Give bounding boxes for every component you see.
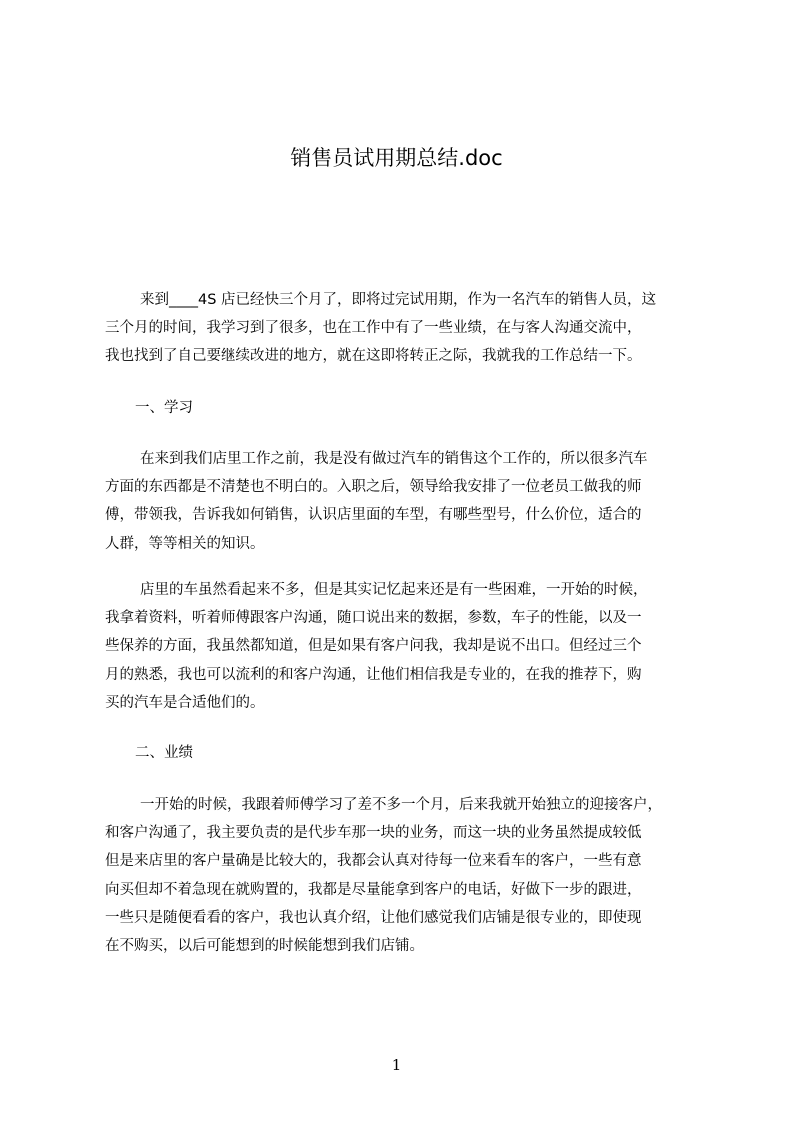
text-line: 来到____4S 店已经快三个月了，即将过完试用期，作为一名汽车的销售人员，这: [140, 292, 657, 308]
text-line: 人群，等等相关的知识。: [105, 535, 265, 552]
section-heading-study: 一、学习: [135, 400, 193, 416]
text-line: 我也找到了自己要继续改进的地方，就在这即将转正之际，我就我的工作总结一下。: [105, 348, 642, 365]
section-heading-performance: 二、业绩: [135, 745, 193, 761]
document-title: 销售员试用期总结.doc: [290, 146, 503, 170]
text-line: 月的熟悉，我也可以流利的和客户沟通，让他们相信我是专业的，在我的推荐下，购: [105, 666, 642, 683]
text-line: 买的汽车是合适他们的。: [105, 694, 265, 711]
text-line: 店里的车虽然看起来不多，但是其实记忆起来还是有一些困难，一开始的时候，: [140, 582, 648, 598]
text-line: 一开始的时候，我跟着师傅学习了差不多一个月，后来我就开始独立的迎接客户，: [140, 797, 662, 813]
text-line: 我拿着资料，听着师傅跟客户沟通，随口说出来的数据，参数，车子的性能，以及一: [105, 610, 642, 627]
paragraph-performance-1: [105, 791, 703, 960]
text-line: 和客户沟通了，我主要负责的是代步车那一块的业务，而这一块的业务虽然提成较低: [105, 825, 642, 842]
text-line: 傅，带领我，告诉我如何销售，认识店里面的车型，有哪些型号，什么价位，适合的: [105, 507, 642, 524]
paragraph-study-1: [105, 445, 703, 558]
text-line: 些保养的方面，我虽然都知道，但是如果有客户问我，我却是说不出口。但经过三个: [105, 638, 642, 655]
text-line: 方面的东西都是不清楚也不明白的。入职之后，领导给我安排了一位老员工做我的师: [105, 479, 642, 496]
text-line: 在来到我们店里工作之前，我是没有做过汽车的销售这个工作的，所以很多汽车: [140, 451, 648, 467]
text-line: 但是来店里的客户量确是比较大的，我都会认真对待每一位来看车的客户，一些有意: [105, 853, 642, 870]
text-line: 在不购买，以后可能想到的时候能想到我们店铺。: [105, 937, 424, 954]
text-line: 一些只是随便看看的客户，我也认真介绍，让他们感觉我们店铺是很专业的，即使现: [105, 909, 642, 926]
paragraph-intro: [105, 286, 703, 371]
text-line: 三个月的时间，我学习到了很多，也在工作中有了一些业绩，在与客人沟通交流中，: [105, 320, 642, 337]
text-line: 向买但却不着急现在就购置的，我都是尽量能拿到客户的电话，好做下一步的跟进，: [105, 881, 642, 898]
paragraph-study-2: [105, 576, 703, 717]
page-number: 1: [391, 1056, 402, 1074]
